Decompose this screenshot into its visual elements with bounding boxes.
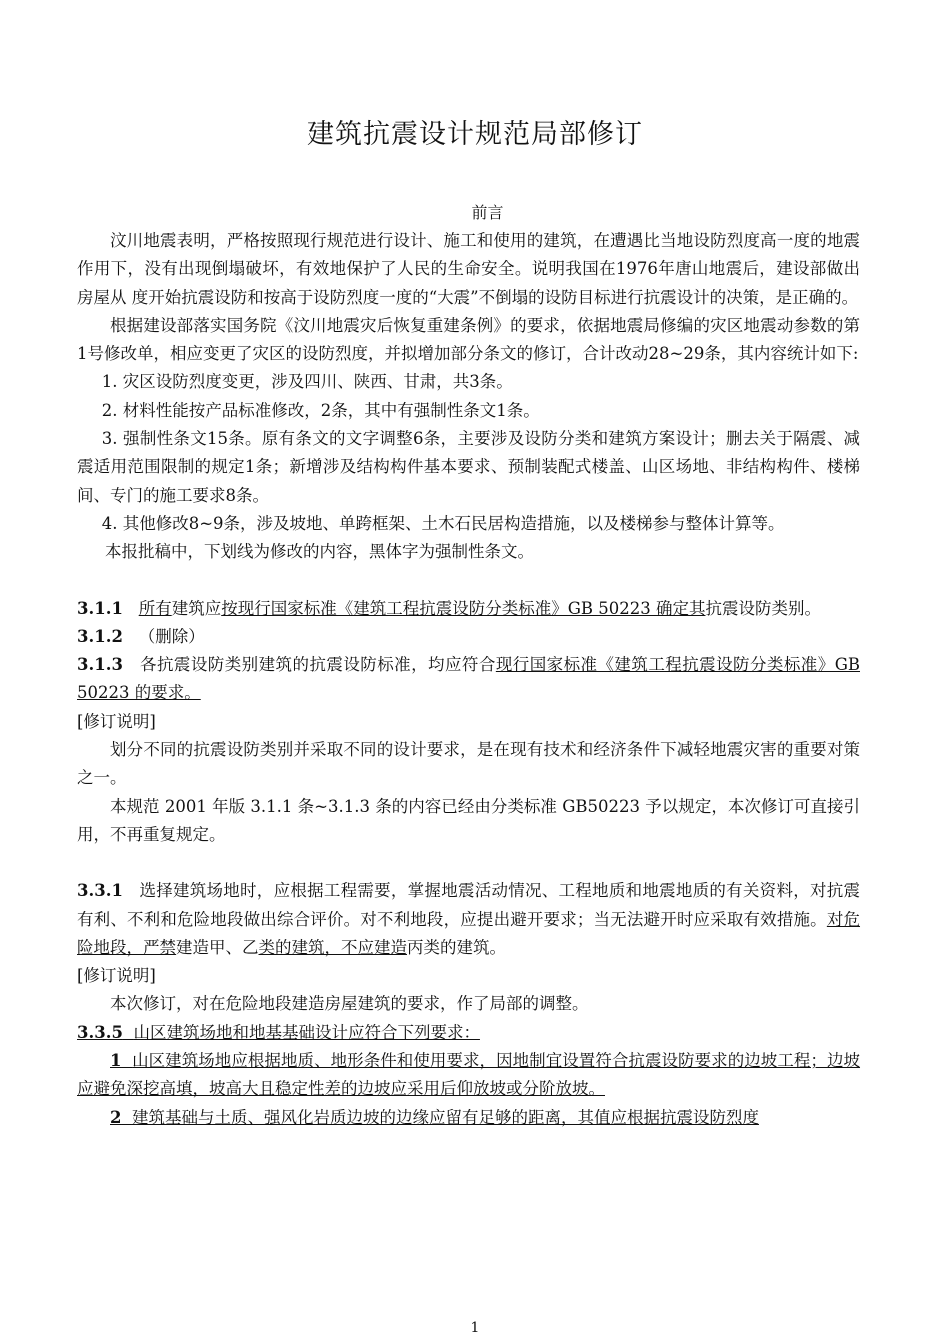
preface-heading: 前言 (471, 203, 504, 222)
revised-text: 所有 (138, 598, 172, 618)
preface-note: 本报批稿中，下划线为修改的内容，黑体字为强制性条文。 (105, 542, 535, 562)
item-text: 山区建筑场地应根据地质、地形条件和使用要求，因地制宜设置符合抗震设防要求的边坡工程；边坡应避免深挖高填，坡高大且稳定性差的边坡应采用后仰放坡或分阶放坡。 (77, 1051, 861, 1099)
clause-text: 建造甲、乙 (176, 937, 259, 957)
revision-note-label: [修订说明] (77, 711, 156, 731)
clause-text: 选择建筑场地时，应根据工程需要，掌握地震活动情况、工程地质和地震地质的有关资料，对抗震有利、不利和危险地段做出综合评价。对不利地段，应提出避开要求；当无法避开时应采取有效措施。 (77, 881, 860, 929)
revised-text: 类的建筑，不应建造 (258, 937, 407, 957)
clause-3-1-1 (77, 595, 860, 623)
clause-text: 山区建筑场地和地基基础设计应符合下列要求： (133, 1022, 480, 1042)
clause-text: 各抗震设防类别建筑的抗震设防标准，均应符合 (140, 655, 496, 675)
revised-text: 对危险地段 (77, 909, 861, 957)
item-text: 建筑基础与土质、强风化岩质边坡的边缘应留有足够的距离，其值应根据抗震设防烈度 (131, 1107, 759, 1127)
clause-text: 建筑应 (171, 598, 222, 618)
revised-text: 按现行国家标准《建筑工程抗震设防分类标准》GB 50223 确定其 (221, 598, 706, 618)
preface-item-2: 2. 材料性能按产品标准修改，2条，其中有强制性条文1条。 (101, 400, 540, 420)
revision-note-paragraph: 本次修订，对在危险地段建造房屋建筑的要求，作了局部的调整。 (110, 994, 589, 1014)
preface-item-4: 4. 其他修改8~9条，涉及坡地、单跨框架、土木石民居构造措施，以及楼梯参与整体计算等。 (101, 513, 785, 533)
clause-number: 3.1.1 (77, 598, 123, 618)
document-title: 建筑抗震设计规范局部修订 (307, 119, 643, 150)
preface-paragraph-2: 根据建设部落实国务院《汶川地震灾后恢复重建条例》的要求，依据地震局修编的灾区地震动参数的第1号修改单，相应变更了灾区的设防烈度，并拟增加部分条文的修订，合计改动28~29条，其内容统计如下: (77, 315, 860, 364)
clause-number: 3.1.2 (77, 626, 123, 646)
revised-text: ，严禁 (126, 937, 176, 957)
clause-text: 丙类的建筑。 (407, 937, 506, 957)
clause-text: （删除） (138, 626, 205, 646)
clause-number: 3.3.1 (77, 881, 123, 901)
clause-number: 3.3.5 (77, 1022, 123, 1042)
revision-note-paragraph-2: 本规范 2001 年版 3.1.1 条~3.1.3 条的内容已经由分类标准 GB50223 予以规定，本次修订可直接引用，不再重复规定。 (77, 796, 860, 844)
clause-number: 3.1.3 (77, 655, 123, 675)
preface-paragraph-1: 汶川地震表明，严格按照现行规范进行设计、施工和使用的建筑，在遭遇比当地设防烈度高一度的地震作用下，没有出现倒塌破坏，有效地保护了人民的生命安全。说明我国在1976年唐山地震后，建设部做出房屋从 度开始抗震设防和按高于设防烈度一度的“大震”不倒塌的设防目标进行抗震设计的决策，是正确的。 (77, 231, 860, 307)
clause-3-3-5 (77, 1019, 860, 1047)
preface-item-3: 3. 强制性条文15条。原有条文的文字调整6条，主要涉及设防分类和建筑方案设计；删去关于隔震、减震适用范围限制的规定1条；新增涉及结构构件基本要求、预制装配式楼盖、山区场地、非结构构件、楼梯间、专门的施工要求8条。 (77, 429, 860, 505)
section-gap (77, 849, 860, 877)
clause-3-3-5-item-1 (77, 1047, 860, 1104)
revision-note-label: [修订说明] (77, 966, 156, 986)
document-body (77, 227, 860, 1132)
clause-3-1-2 (77, 623, 860, 651)
page-number: 1 (470, 1320, 480, 1336)
clause-3-1-3 (77, 651, 860, 708)
preface-item-1: 1. 灾区设防烈度变更，涉及四川、陕西、甘肃，共3条。 (101, 372, 513, 392)
revised-text: 现行国家标准《建筑工程抗震设防分类标准》GB 50223 的要求。 (77, 655, 860, 703)
item-number: 2 (110, 1107, 122, 1127)
revision-note-paragraph-1: 划分不同的抗震设防类别并采取不同的设计要求，是在现有技术和经济条件下减轻地震灾害的重要对策之一。 (77, 740, 860, 788)
clause-3-3-1 (77, 877, 860, 962)
clause-3-3-5-item-2 (77, 1104, 860, 1132)
section-gap (77, 567, 860, 595)
item-number: 1 (110, 1051, 122, 1071)
clause-text: 抗震设防类别。 (705, 598, 821, 618)
